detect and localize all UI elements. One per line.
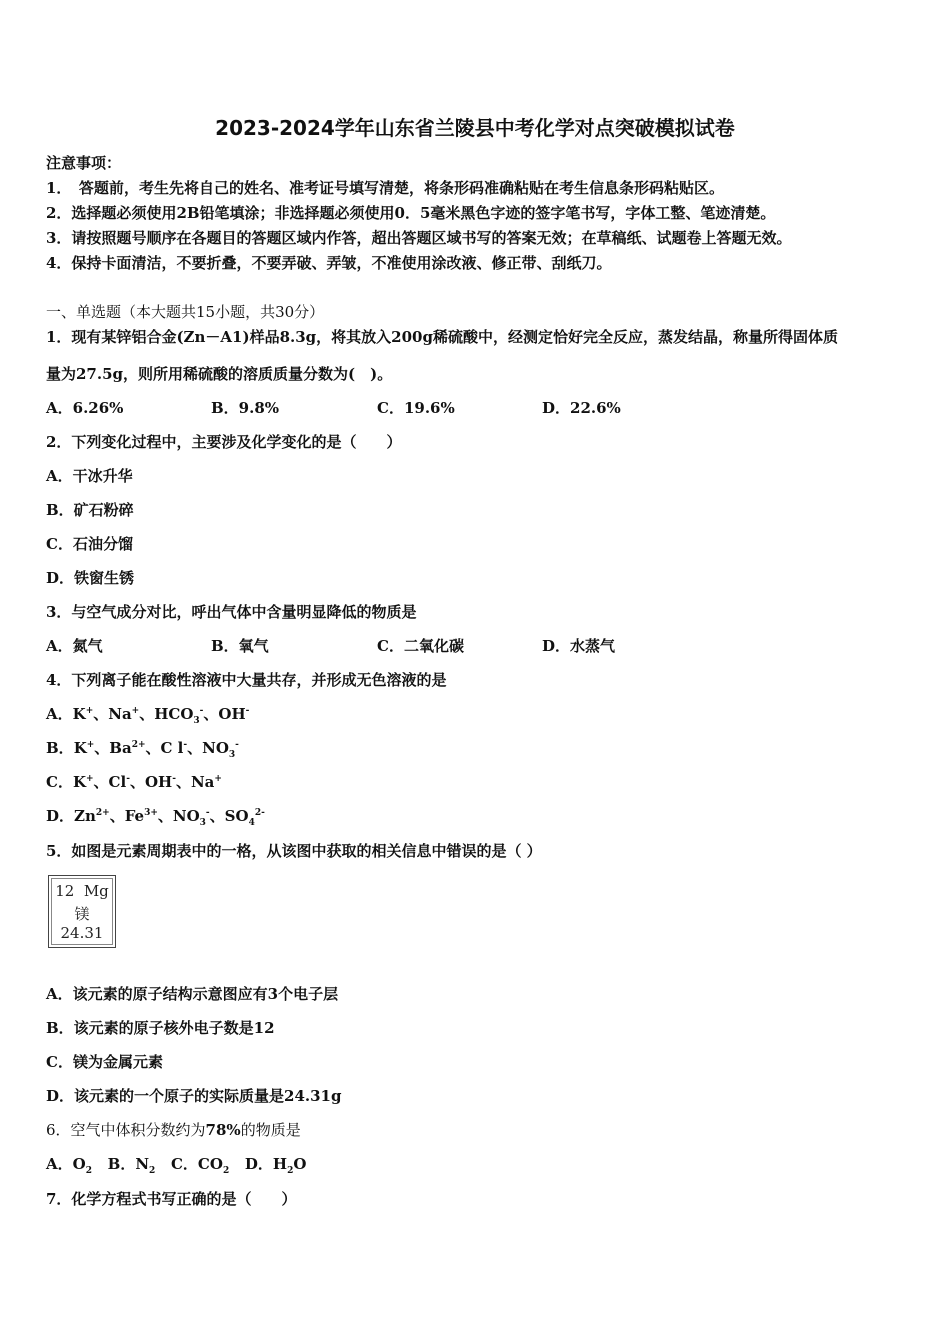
q7-stem: 7．化学方程式书写正确的是（ ） [46, 1190, 297, 1208]
element-name: 镁 [74, 905, 90, 923]
q2-option-b: B．矿石粉碎 [46, 501, 134, 519]
q1-option-c: C．19.6% [377, 399, 455, 417]
q3-option-d: D．水蒸气 [542, 637, 616, 655]
q1-option-d: D．22.6% [542, 399, 621, 417]
notice-item-2: 2．选择题必须使用2B铅笔填涂；非选择题必须使用0．5毫米黑色字迹的签字笔书写，字体工整、笔迹清楚。 [46, 204, 776, 222]
q6-option-c: C．$CO_2$ [170, 1155, 230, 1176]
q5-option-b: B．该元素的原子核外电子数是12 [46, 1019, 275, 1037]
element-mass: 24.31 [60, 924, 104, 942]
q4-option-d: D．$Zn^{2+}$、$Fe^{3+}$、$NO_3^-$、$SO_4^{2-}$ [46, 807, 265, 828]
q1-option-b: B．9.8% [211, 399, 280, 417]
element-number: 12 [55, 882, 75, 900]
element-symbol: Mg [83, 882, 109, 900]
notice-heading: 注意事项： [46, 154, 122, 172]
notice-item-4: 4．保持卡面清洁，不要折叠，不要弄破、弄皱，不准使用涂改液、修正带、刮纸刀。 [46, 254, 612, 272]
q2-option-c: C．石油分馏 [46, 535, 133, 553]
q2-option-a: A．干冰升华 [46, 467, 133, 485]
periodic-table-cell [48, 875, 116, 948]
notice-item-1: 1． 答题前，考生先将自己的姓名、准考证号填写清楚，将条形码准确粘贴在考生信息条形码粘贴区。 [46, 179, 724, 197]
q4-option-c: C．K+、Cl-、OH-、Na+ [46, 773, 222, 791]
q5-stem: 5．如图是元素周期表中的一格，从该图中获取的相关信息中错误的是（ ） [46, 842, 542, 860]
q2-option-d: D．铁窗生锈 [46, 569, 135, 587]
q1-stem-line2: 量为27.5g，则所用稀硫酸的溶质质量分数为( )。 [46, 365, 393, 383]
q3-option-b: B．氧气 [211, 637, 269, 655]
q6-option-b: B．$N_2$ [107, 1155, 156, 1176]
q5-option-d: D．该元素的一个原子的实际质量是24.31g [46, 1087, 342, 1105]
page-title: 2023-2024学年山东省兰陵县中考化学对点突破模拟试卷 [215, 116, 735, 140]
q5-option-c: C．镁为金属元素 [46, 1053, 163, 1071]
q5-option-a: A．该元素的原子结构示意图应有3个电子层 [46, 985, 339, 1003]
q3-stem: 3．与空气成分对比，呼出气体中含量明显降低的物质是 [46, 603, 417, 621]
q4-option-b: B．K+、$Ba^{2+}$、C l-、$NO_3^-$ [46, 739, 239, 760]
q6-option-a: A．$O_2$ [46, 1155, 92, 1176]
q1-stem-line1: 1．现有某锌铝合金(Zn－A1)样品8.3g，将其放入200g稀硫酸中，经测定恰好完全反应，蒸发结晶，称量所得固体质 [46, 328, 838, 346]
q6-stem: 6．空气中体积分数约为78%的物质是 [46, 1121, 301, 1139]
q6-option-d: D．$H_2O$ [244, 1155, 307, 1176]
notice-item-3: 3．请按照题号顺序在各题目的答题区域内作答，超出答题区域书写的答案无效；在草稿纸、试题卷上答题无效。 [46, 229, 792, 247]
element-number-symbol [49, 882, 115, 900]
q4-stem: 4．下列离子能在酸性溶液中大量共存，并形成无色溶液的是 [46, 671, 447, 689]
q3-option-c: C．二氧化碳 [377, 637, 464, 655]
q1-option-a: A．6.26% [46, 399, 124, 417]
section-heading: 一、单选题（本大题共15小题，共30分） [46, 303, 325, 321]
q3-option-a: A．氮气 [46, 637, 103, 655]
q6-options [46, 1153, 306, 1174]
q2-stem: 2．下列变化过程中，主要涉及化学变化的是（ ） [46, 433, 402, 451]
q4-option-a: A．K+、Na+、$HCO_3^-$、OH- [46, 705, 250, 726]
